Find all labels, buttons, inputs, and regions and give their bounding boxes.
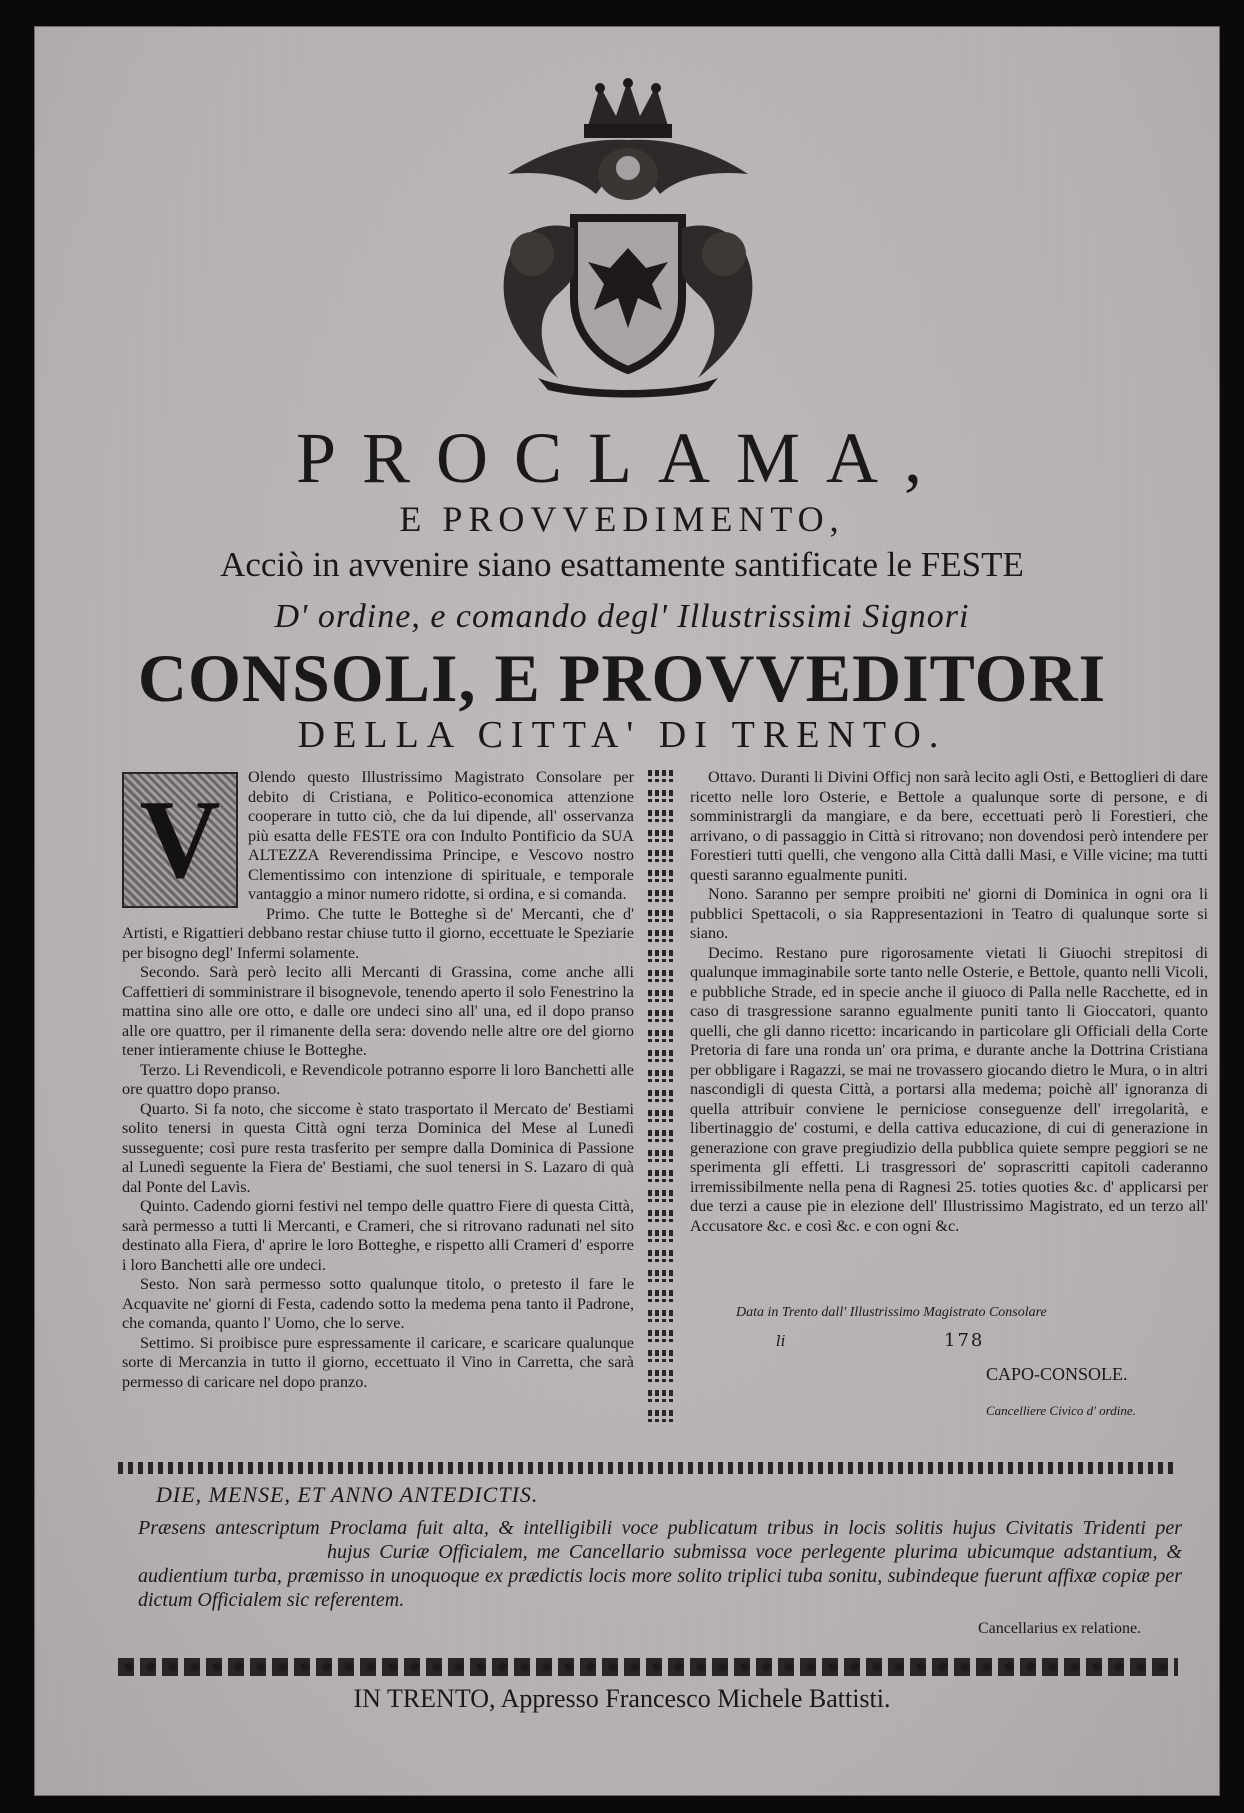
dropcap xyxy=(122,772,238,908)
date-year: 178 xyxy=(944,1330,985,1351)
cancelliere-signature: Cancelliere Civico d' ordine. xyxy=(986,1403,1136,1418)
ornamental-column-divider xyxy=(648,770,674,1430)
paragraph-nono: Nono. Saranno per sempre proibiti ne' giorni di Dominica in ogni ora li pubblici Spettacoli, o sia Rappresentazioni in Teatro di qualunque sorte si siano. xyxy=(690,885,1208,942)
paragraph-ottavo: Ottavo. Duranti li Divini Officj non sarà lecito agli Osti, e Bettoglieri di dare ricetto nelle loro Osterie, e Bettole a qualunque sorte di persone, e di somministrargli da mangiare, e da bere, eccettuati però li Forestieri, che arrivano, o di passaggio in Città si ritrovano; non dovendosi però intendere per Forestieri tutti quelli, che vengono alla Città dalli Masi, e Ville vicine; ma tutti questi saranno egualmente puniti. xyxy=(690,768,1208,884)
right-column xyxy=(690,768,1208,1236)
capo-console-signature: CAPO-CONSOLE. xyxy=(986,1364,1128,1384)
date-line: Data in Trento dall' Illustrissimo Magistrato Consolare xyxy=(736,1305,1047,1320)
paragraph-decimo: Decimo. Restano pure rigorosamente vietati li Giuochi strepitosi di qualunque immaginabile sorte tanto nelle Osterie, e Bettole, quanto nelli Vicoli, e pubbliche Strade, ed in specie anche il giuoco di Palla nelle Racchette, ed in caso di trasgressione saranno egualmente puniti tanto li Gioccatori, quanto quelli, che gli danno ricetto: incaricando in particolare gli Officiali della Corte Pretoria di fare una ronda un' ora prima, e durante anche la Dottrina Cristiana per obbligare i Ragazzi, se mai ne trovassero giocando dietro le Mura, o in altri nascondigli di questa Città, a portarsi alla medema; poichè all' ignoranza di quella attribuir conviene le perniciose conseguenze dell' irregolarità, e libertinaggio de' costumi, e della cattiva educazione, di cui di generazione in generazione con grave pregiudizio della pubblica quiete sempre peggiori se ne sperimenta gli effetti. Li trasgressori de' soprascritti capitoli caderanno irremissibilmente nella pena di Ragnesi 25. toties quoties &c. d' applicarsi per due terzi a cause pie in elezione dell' Illustrissimo Magistrato, ed un terzo all' Accusatore &c. e così &c. e con ogni &c. xyxy=(690,943,1208,1235)
ornamental-border xyxy=(118,1658,1178,1676)
paragraph-primo: Primo. Che tutte le Botteghe sì de' Mercanti, che d' Artisti, e Rigattieri debbano restar chiuse tutto il giorno, eccettuate le Speziarie per bisogno degl' Infermi solamente. xyxy=(122,904,634,962)
purpose-line: Acciò in avvenire siano esattamente santificate le FESTE xyxy=(220,545,1024,584)
dropcap-letter: V xyxy=(139,778,221,902)
paragraph-terzo: Terzo. Li Revendicoli, e Revendicole potranno esporre li loro Banchetti alle ore quattro dopo pranso. xyxy=(122,1060,634,1098)
paragraph-quinto: Quinto. Cadendo giorni festivi nel tempo delle quattro Fiere di questa Città, sarà permesso a tutti li Mercanti, e Crameri, che si ritrovano radunati nel sito destinato alla Fiera, d' aprire le loro Botteghe, e rispetto alli Crameri d' esporre i loro Banchetti alle ore undeci. xyxy=(122,1197,634,1274)
coat-of-arms-icon xyxy=(478,78,778,400)
date-li: li xyxy=(776,1332,786,1350)
printer-imprint: IN TRENTO, Appresso Francesco Michele Battisti. xyxy=(353,1684,891,1713)
city-heading: DELLA CITTA' DI TRENTO. xyxy=(297,714,947,756)
order-line: D' ordine, e comando degl' Illustrissimi Signori xyxy=(274,598,970,635)
paragraph-secondo: Secondo. Sarà però lecito alli Mercanti di Grassina, come anche alli Caffettieri di somministrare il bisognevole, tenendo aperto il solo Fenestrino la mattina sino alle ore otto, e dalle ore undeci sino all' una, ed il dopo pranso alle ore quattro, per il rimanente della sera: dovendo nelle altre ore del giorno tener intieramente chiuse le Botteghe. xyxy=(122,963,634,1059)
authority-heading: CONSOLI, E PROVVEDITORI xyxy=(137,640,1107,716)
paragraph-intro: Olendo questo Illustrissimo Magistrato Consolare per debito di Cristiana, e Politico-economica attenzione cooperare in tutto ciò, che da lui dipende, all' osservanza più esatta delle FESTE ora con Indulto Pontificio da SUA ALTEZZA Reverendissima Principe, e Vescovo nostro Clementissimo con intenzione di spirituale, e temporale vantaggio a minor numero ridotte, si ordina, e si comanda. xyxy=(248,768,634,903)
left-column xyxy=(122,768,634,1392)
publication-text xyxy=(138,1516,1182,1612)
proclamation-subtitle: E PROVVEDIMENTO, xyxy=(399,499,845,539)
proclamation-title: PROCLAMA, xyxy=(295,418,949,498)
cancellarius-signoff: Cancellarius ex relatione. xyxy=(978,1620,1142,1637)
paragraph-quarto: Quarto. Si fa noto, che siccome è stato trasportato il Mercato de' Bestiami solito tenersi in questa Città ogni terza Dominica del Mese al Lunedì susseguente; così pure resta trasferito per sempre dalla Dominica di Passione al Lunedì seguente la Fiera de' Bestiami, che suol tenersi in S. Lazaro di quà dal Ponte del Lavìs. xyxy=(122,1099,634,1196)
paragraph-settimo: Settimo. Si proibisce pure espressamente il caricare, e scaricare qualunque sorte di Mercanzia in tutto il giorno, eccettuato il Vino in Carretta, che sarà permesso di caricare nel dopo pranzo. xyxy=(122,1333,634,1391)
publication-heading: DIE, MENSE, ET ANNO ANTEDICTIS. xyxy=(156,1482,539,1507)
ornamental-rule xyxy=(118,1462,1178,1474)
publication-text-b: hujus Curiæ Officialem, me Cancellario submissa voce perlegente plurima ubicumque adstantium, & audientium turba, præmisso in unoquoque ex prædictis locis more solito triplici tuba sonitu, subindeque fuerunt affixæ copiæ per dictum Officialem sic referentem. xyxy=(138,1541,1182,1611)
publication-text-a: Præsens antescriptum Proclama fuit alta, & intelligibili voce publicatum tribus in locis solitis hujus Civitatis Tridenti per xyxy=(138,1517,1182,1539)
paragraph-sesto: Sesto. Non sarà permesso sotto qualunque titolo, o pretesto il fare le Acquavite ne' giorni di Festa, cadendo sotto la medema pena tanto il Padrone, che comanda, quanto l' Uomo, che lo serve. xyxy=(122,1275,634,1332)
